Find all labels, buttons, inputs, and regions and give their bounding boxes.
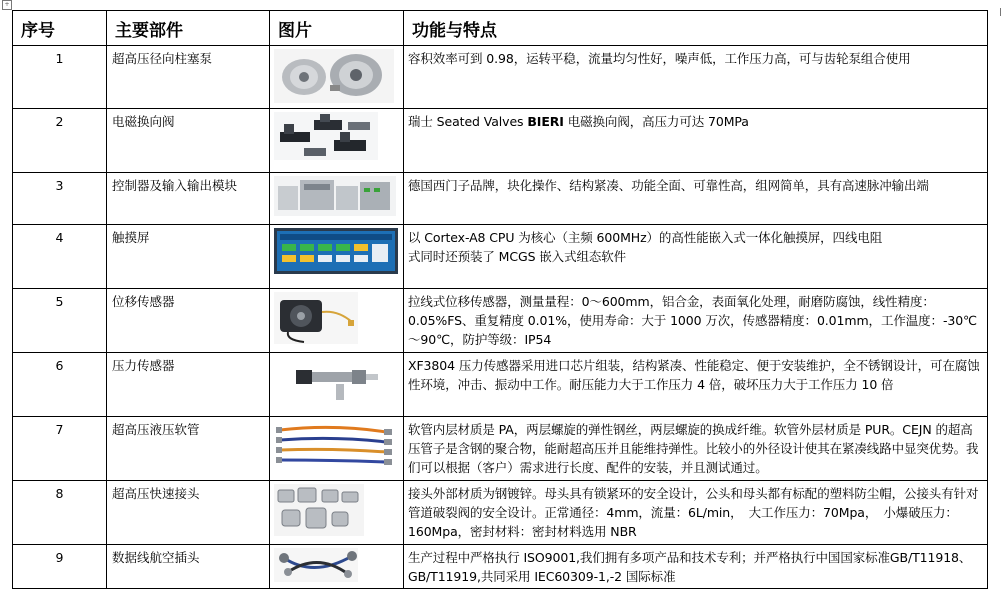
- header-serial: 序号: [13, 11, 107, 46]
- component-description: 拉线式位移传感器，测量量程：0～600mm，铝合金，表面氧化处理，耐磨防腐蚀，线性精度：0.05%FS、重复精度 0.01%，使用寿命：大于 1000 万次，传感器精度：0.01mm，工作温度：-30℃～90℃，防护等级：IP54: [404, 289, 988, 353]
- component-description: 容积效率可到 0.98，运转平稳，流量均匀性好，噪声低，工作压力高，可与齿轮泵组合使用: [404, 46, 988, 109]
- table-row: [13, 481, 988, 545]
- component-name: 位移传感器: [107, 289, 270, 353]
- table-row: [13, 225, 988, 289]
- component-name: 数据线航空插头: [107, 545, 270, 589]
- table-row: [13, 173, 988, 225]
- row-number: 9: [13, 545, 107, 589]
- component-name: 触摸屏: [107, 225, 270, 289]
- component-picture: [270, 173, 404, 225]
- header-component: 主要部件: [107, 11, 270, 46]
- component-picture: [270, 109, 404, 173]
- displacement-sensor-photo-icon: [274, 292, 358, 344]
- component-picture: [270, 545, 404, 589]
- header-features: 功能与特点: [404, 11, 988, 46]
- row-number: 3: [13, 173, 107, 225]
- pressure-sensor-photo-icon: [274, 356, 398, 408]
- table-move-handle-icon[interactable]: +: [2, 0, 12, 10]
- table-header-row: [13, 11, 988, 46]
- table-row: [13, 545, 988, 589]
- desc-line: 式同时还预装了 MCGS 嵌入式组态软件: [408, 249, 627, 264]
- plc-controller-photo-icon: [274, 176, 396, 216]
- component-table: [12, 10, 988, 589]
- row-number: 6: [13, 353, 107, 417]
- desc-line: 以 Cortex-A8 CPU 为核心（主频 600MHz）的高性能嵌入式一体化触摸屏，四线电阻: [408, 230, 883, 245]
- component-name: 压力传感器: [107, 353, 270, 417]
- component-description: 软管内层材质是 PA，两层螺旋的弹性钢丝，两层螺旋的换成纤维。软管外层材质是 PUR。CEJN 的超高压管子是含钢的聚合物，能耐超高压并且能维持弹性。比较小的外径设计使其在紧凑线路中显突优势。我们可以根据（客户）需求进行长度、配件的安装，并且测试通过。: [404, 417, 988, 481]
- table-row: [13, 109, 988, 173]
- component-picture: [270, 353, 404, 417]
- component-picture: [270, 481, 404, 545]
- quick-coupling-photo-icon: [274, 484, 364, 536]
- table-row: [13, 289, 988, 353]
- row-number: 1: [13, 46, 107, 109]
- component-name: 超高压径向柱塞泵: [107, 46, 270, 109]
- component-description: [404, 109, 988, 173]
- component-picture: [270, 46, 404, 109]
- row-number: 4: [13, 225, 107, 289]
- row-number: 7: [13, 417, 107, 481]
- table-row: [13, 353, 988, 417]
- row-number: 8: [13, 481, 107, 545]
- row-number: 2: [13, 109, 107, 173]
- table-row: [13, 46, 988, 109]
- component-description: XF3804 压力传感器采用进口芯片组装，结构紧凑、性能稳定、便于安装维护，全不锈钢设计，可在腐蚀性环境，冲击、振动中工作。耐压能力大于工作压力 4 倍，破坏压力大于工作压力 10 倍: [404, 353, 988, 417]
- header-picture: 图片: [270, 11, 404, 46]
- row-number: 5: [13, 289, 107, 353]
- touch-screen-photo-icon: [274, 228, 398, 274]
- aviation-plug-cable-photo-icon: [274, 548, 358, 582]
- component-name: 电磁换向阀: [107, 109, 270, 173]
- solenoid-valve-photo-icon: [274, 112, 378, 160]
- component-picture: [270, 417, 404, 481]
- component-description: 接头外部材质为钢镀锌。母头具有锁紧环的安全设计，公头和母头都有标配的塑料防尘帽，公接头有针对管道破裂阀的安全设计。正常通径：4mm，流量：6L/min， 大工作压力：70Mpa， 小爆破压力：160Mpa，密封材料：密封材料选用 NBR: [404, 481, 988, 545]
- desc-suffix: 电磁换向阀，高压力可达 70MPa: [563, 114, 749, 129]
- component-name: 超高压液压软管: [107, 417, 270, 481]
- component-name: 超高压快速接头: [107, 481, 270, 545]
- component-description: 生产过程中严格执行 ISO9001,我们拥有多项产品和技术专利；并严格执行中国国家标准GB/T11918、GB/T11919,共同采用 IEC60309-1,-2 国际标准: [404, 545, 988, 589]
- component-picture: [270, 225, 404, 289]
- hydraulic-hose-photo-icon: [274, 420, 398, 470]
- brand-name: BIERI: [527, 114, 564, 129]
- column-marker: [1000, 8, 1003, 16]
- component-name: 控制器及输入输出模块: [107, 173, 270, 225]
- table-row: [13, 417, 988, 481]
- desc-prefix: 瑞士 Seated Valves: [408, 114, 528, 129]
- component-description: 德国西门子品牌，块化操作、结构紧凑、功能全面、可靠性高，组网简单，具有高速脉冲输出端: [404, 173, 988, 225]
- radial-piston-pump-photo-icon: [274, 49, 394, 103]
- component-picture: [270, 289, 404, 353]
- component-description: [404, 225, 988, 289]
